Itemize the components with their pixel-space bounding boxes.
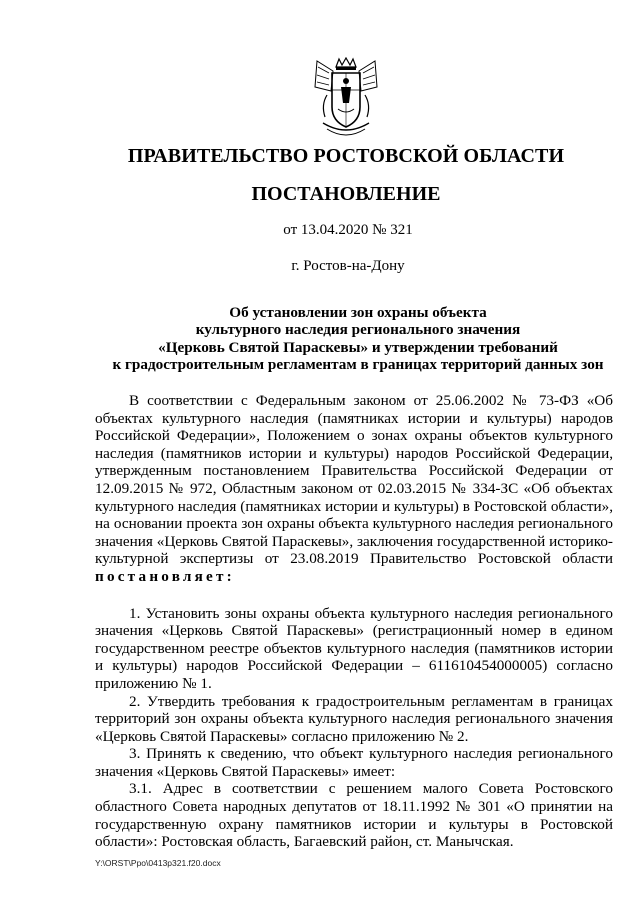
preamble-text: В соответствии с Федеральным законом от 25.06.2002 № 73-ФЗ «Об объектах культурного наследия (памятниках истории и культуры) народов Российской Федерации», Положением о зонах охраны объектов культурного наследия (памятников истории и культуры) народов Российской Федерации, утвержденным постановлением Правительства Российской Федерации от 12.09.2015 № 972, Областным законом от 02.03.2015 № 334-ЗС «Об объектах культурного наследия (памятниках истории и культуры) в Ростовской области», на основании проекта зон охраны объекта культурного наследия регионального значения «Церковь Святой Параскевы», заключения государственной историко-культурной экспертизы от 23.08.2019 Правительство Ростовской области xyxy=(95,392,613,568)
item-paragraph: 3. Принять к сведению, что объект культурного наследия регионального значения «Церковь Святой Параскевы» имеет: xyxy=(95,745,613,780)
subject-line: «Церковь Святой Параскевы» и утверждении требований xyxy=(158,338,558,356)
coat-of-arms-icon xyxy=(311,57,381,141)
document-subject xyxy=(95,304,621,374)
subject-line: культурного наследия регионального значения xyxy=(195,321,521,339)
preamble-paragraph xyxy=(95,392,613,586)
document-city: г. Ростов-на-Дону xyxy=(291,258,405,274)
item-paragraph: 3.1. Адрес в соответствии с решением малого Совета Ростовского областного Совета народных депутатов от 18.11.1992 № 301 «О принятии на государственную охрану памятников истории и культуры в Ростовской области»: Ростовская область, Багаевский район, ст. Манычская. xyxy=(95,780,613,851)
organization-title: ПРАВИТЕЛЬСТВО РОСТОВСКОЙ ОБЛАСТИ xyxy=(127,145,565,167)
subject-line: Об установлении зон охраны объекта xyxy=(229,304,487,321)
item-paragraph: 1. Установить зоны охраны объекта культурного наследия регионального значения «Церковь Святой Параскевы» (регистрационный номер в едином государственном реестре объектов культурного наследия (памятников истории и культуры) народов Российской Федерации – 611610454000005) согласно приложению № 1. xyxy=(95,604,613,692)
document-date-number: от 13.04.2020 № 321 xyxy=(283,222,413,238)
subject-line: к градостроительным регламентам в границах территорий данных зон xyxy=(112,356,604,374)
document-body xyxy=(95,392,613,851)
document-type: ПОСТАНОВЛЕНИЕ xyxy=(251,183,441,205)
decree-word: постановляет: xyxy=(95,567,235,585)
file-path-footer: Y:\ORST\Ppo\0413p321.f20.docx xyxy=(95,858,221,868)
item-paragraph: 2. Утвердить требования к градостроительным регламентам в границах территорий зон охраны объекта культурного наследия регионального значения «Церковь Святой Параскевы» согласно приложению № 2. xyxy=(95,692,613,745)
